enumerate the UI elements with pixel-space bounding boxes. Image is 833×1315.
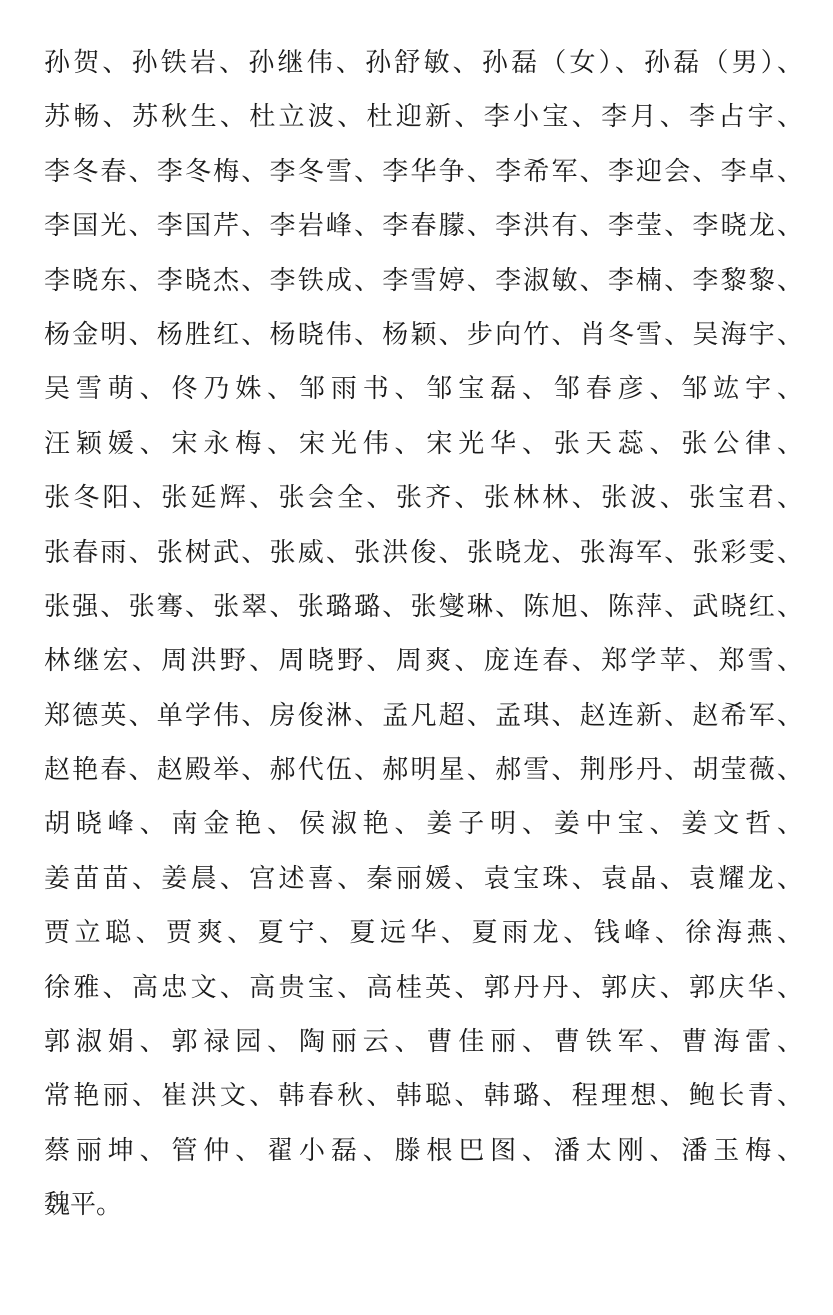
name-list-line: 张冬阳、张延辉、张会全、张齐、张林林、张波、张宝君、 (44, 483, 803, 514)
name-list-line: 张强、张骞、张翠、张璐璐、张燮琳、陈旭、陈萍、武晓红、 (44, 591, 803, 622)
name-list-line: 郑德英、单学伟、房俊淋、孟凡超、孟琪、赵连新、赵希军、 (44, 700, 803, 731)
name-list-line: 姜苗苗、姜晨、宫述喜、秦丽媛、袁宝珠、袁晶、袁耀龙、 (44, 863, 803, 894)
name-list-line: 贾立聪、贾爽、夏宁、夏远华、夏雨龙、钱峰、徐海燕、 (44, 918, 803, 949)
name-list-line: 林继宏、周洪野、周晓野、周爽、庞连春、郑学苹、郑雪、 (44, 646, 803, 677)
name-list-line: 苏畅、苏秋生、杜立波、杜迎新、李小宝、李月、李占宇、 (44, 102, 803, 133)
name-list-line: 赵艳春、赵殿举、郝代伍、郝明星、郝雪、荆彤丹、胡莹薇、 (44, 755, 803, 786)
name-list-line: 李国光、李国芹、李岩峰、李春朦、李洪有、李莹、李晓龙、 (44, 211, 803, 242)
name-list-line: 李冬春、李冬梅、李冬雪、李华争、李希军、李迎会、李卓、 (44, 156, 803, 187)
name-list-line-final: 魏平。 (44, 1190, 123, 1221)
name-list-line: 蔡丽坤、管仲、翟小磊、滕根巴图、潘太刚、潘玉梅、 (44, 1135, 803, 1166)
name-list-line: 杨金明、杨胜红、杨晓伟、杨颖、步向竹、肖冬雪、吴海宇、 (44, 319, 803, 350)
name-list-line: 汪颖媛、宋永梅、宋光伟、宋光华、张天蕊、张公律、 (44, 428, 803, 459)
name-list-line: 吴雪萌、佟乃姝、邹雨书、邹宝磊、邹春彦、邹竑宇、 (44, 374, 803, 405)
name-list-line: 郭淑娟、郭禄园、陶丽云、曹佳丽、曹铁军、曹海雷、 (44, 1027, 803, 1058)
name-list-line: 张春雨、张树武、张威、张洪俊、张晓龙、张海军、张彩雯、 (44, 537, 803, 568)
name-list-line: 胡晓峰、南金艳、侯淑艳、姜子明、姜中宝、姜文哲、 (44, 809, 803, 840)
name-list-line: 孙贺、孙铁岩、孙继伟、孙舒敏、孙磊（女）、孙磊（男）、 (44, 48, 803, 78)
name-list-line: 常艳丽、崔洪文、韩春秋、韩聪、韩璐、程理想、鲍长青、 (44, 1081, 803, 1112)
name-list-line: 李晓东、李晓杰、李铁成、李雪婷、李淑敏、李楠、李黎黎、 (44, 265, 803, 296)
name-list-line: 徐雅、高忠文、高贵宝、高桂英、郭丹丹、郭庆、郭庆华、 (44, 972, 803, 1003)
